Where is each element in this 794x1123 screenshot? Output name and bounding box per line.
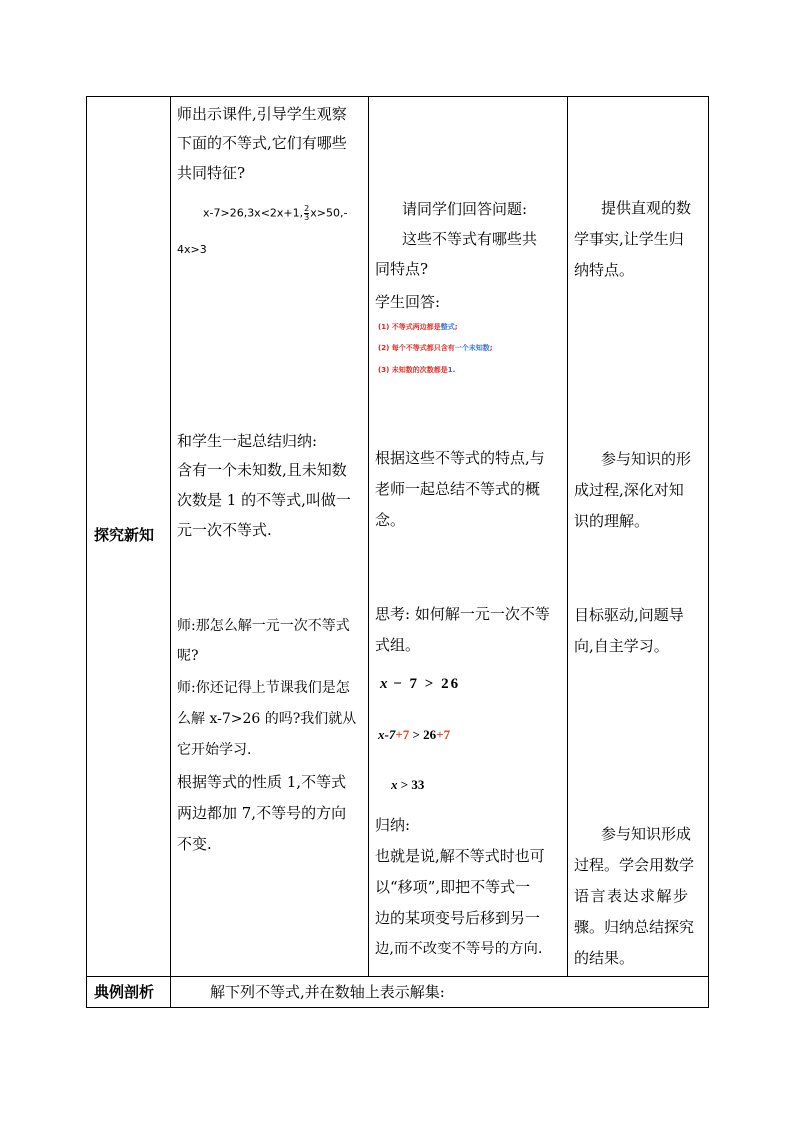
table-left-border xyxy=(86,96,87,1008)
solve-step-3: x > 33 xyxy=(391,777,425,792)
lesson-plan-page: 探究新知 典例剖析 师出示课件,引导学生观察 下面的不等式,它们有哪些 共同特征? x-7>26,3x<2x+1, $\frac{2}{3}$ x>50,- 4x>3 和学生一起总结归纳: 含有一个未知数,且未知数 次数是 1 的不等式,叫做一 元一次不等式. 师:那怎么解一元一次不等式 呢? 师:你还记得上节课我们是怎 么解 x-7>26 的吗?我们就从 它开始学习. 根据等式的性质 1,不等式 两边都加 7,不等号的方向 不变. 请同学们回答问题: 这些不等式有哪些共 同特点? 学生回答: (1) 不等式两边都是整式; (2) 每个不等式都只含有一个未知数; (3) 未知数的次数都是1. 根据这些不等式的特点,与 老师一起总结不等式的概 念。 思考: 如何解一元一次不等 式组。 x − 7 > 26 x-7+7 > 26+7 x > 33 归纳: 也就是说,解不等式时也可 以“移项”,即把不等式一 边的某项变号后移到另一 边,而不改变不等号的方向. 提供直观的数 学事实,让学生归 纳特点。 参与知识的形 成过程,深化对知 识的理解。 目标驱动,问题导 向,自主学习。 参与知识形成 过程。学会用数学 语言表达求解步 骤。归纳总结探究 的结果。 解下列不等式,并在数轴上表示解集: xyxy=(0,0,794,1123)
section-label-explore: 探究新知 xyxy=(94,526,155,544)
answer-2: (2) 每个不等式都只含有一个未知数; xyxy=(378,344,493,352)
table-top-border xyxy=(86,96,709,97)
col-divider-1 xyxy=(170,96,171,1008)
fraction-two-thirds: $\frac{2}{3}$ xyxy=(304,204,310,222)
col-divider-2 xyxy=(368,96,369,977)
answer-1: (1) 不等式两边都是整式; xyxy=(378,323,458,331)
row-divider xyxy=(86,976,709,977)
examples-instruction: 解下列不等式,并在数轴上表示解集: xyxy=(210,983,445,1001)
solve-step-1: x − 7 > 26 xyxy=(380,676,461,692)
solve-step-2: x-7+7 > 26+7 xyxy=(378,727,451,742)
section-label-examples: 典例剖析 xyxy=(94,983,155,1001)
table-right-border xyxy=(708,96,709,1008)
answer-3: (3) 未知数的次数都是1. xyxy=(378,366,456,374)
table-bottom-border xyxy=(86,1007,709,1008)
col-divider-3 xyxy=(567,96,568,977)
